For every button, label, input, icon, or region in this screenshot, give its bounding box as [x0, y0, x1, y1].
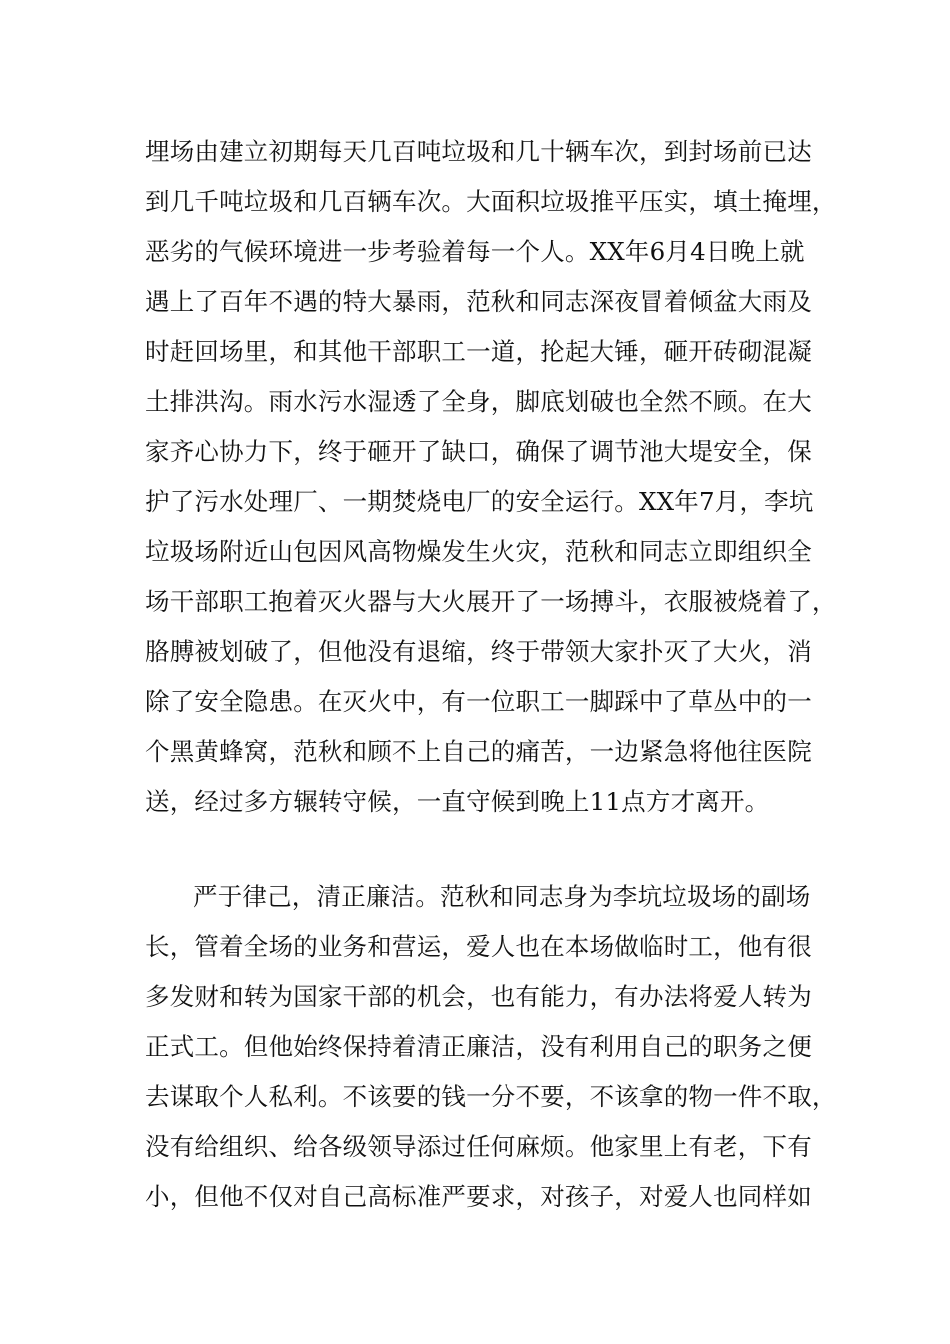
text-line: 个黑黄蜂窝，范秋和顾不上自己的痛苦，一边紧急将他往医院	[145, 737, 812, 766]
text-line: 除了安全隐患。在灭火中，有一位职工一脚踩中了草丛中的一	[145, 687, 812, 716]
text-line: 去谋取个人私利。不该要的钱一分不要，不该拿的物一件不取，	[145, 1082, 837, 1111]
text-line: 家齐心协力下，终于砸开了缺口，确保了调节池大堤安全，保	[145, 437, 812, 466]
text-line: 没有给组织、给各级领导添过任何麻烦。他家里上有老，下有	[145, 1132, 812, 1161]
text-line: 送，经过多方辗转守候，一直守候到晚上11点方才离开。	[145, 787, 770, 816]
text-line: 护了污水处理厂、一期焚烧电厂的安全运行。XX年7月，李坑	[145, 487, 814, 516]
text-line: 胳膊被划破了，但他没有退缩，终于带领大家扑灭了大火，消	[145, 637, 812, 666]
text-line: 垃圾场附近山包因风高物燥发生火灾，范秋和同志立即组织全	[145, 537, 812, 566]
text-line: 小，但他不仅对自己高标准严要求，对孩子，对爱人也同样如	[145, 1182, 812, 1211]
text-line: 到几千吨垃圾和几百辆车次。大面积垃圾推平压实，填土掩埋，	[145, 187, 837, 216]
text-line: 正式工。但他始终保持着清正廉洁，没有利用自己的职务之便	[145, 1032, 812, 1061]
text-line: 多发财和转为国家干部的机会，也有能力，有办法将爱人转为	[145, 982, 812, 1011]
text-line: 长，管着全场的业务和营运，爱人也在本场做临时工，他有很	[145, 932, 812, 961]
text-line: 恶劣的气候环境进一步考验着每一个人。XX年6月4日晚上就	[145, 237, 805, 266]
text-line: 时赶回场里，和其他干部职工一道，抡起大锤，砸开砖砌混凝	[145, 337, 812, 366]
text-line: 土排洪沟。雨水污水湿透了全身，脚底划破也全然不顾。在大	[145, 387, 812, 416]
text-line: 场干部职工抱着灭火器与大火展开了一场搏斗，衣服被烧着了，	[145, 587, 837, 616]
text-line: 遇上了百年不遇的特大暴雨，范秋和同志深夜冒着倾盆大雨及	[145, 287, 812, 316]
text-line: 埋场由建立初期每天几百吨垃圾和几十辆车次，到封场前已达	[145, 137, 812, 166]
text-line: 严于律己，清正廉洁。范秋和同志身为李坑垃圾场的副场	[193, 882, 811, 911]
